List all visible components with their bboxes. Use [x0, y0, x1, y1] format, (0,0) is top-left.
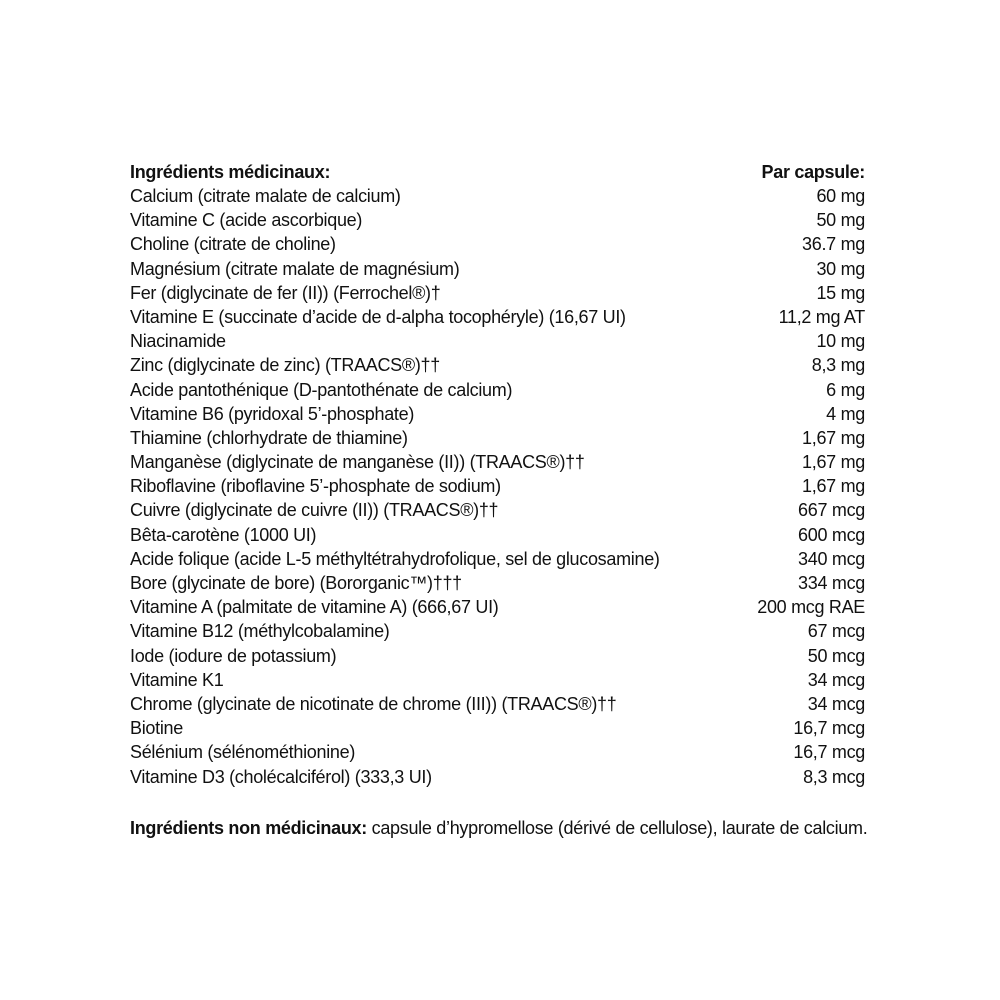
ingredient-row [130, 281, 865, 305]
ingredient-name: Acide pantothénique (D-pantothénate de calcium) [130, 379, 513, 400]
ingredient-amount: 667 mcg [798, 500, 865, 521]
ingredient-row [130, 668, 865, 692]
ingredient-amount: 10 mg [816, 331, 865, 352]
ingredient-name: Vitamine A (palmitate de vitamine A) (666,67 UI) [130, 597, 499, 618]
table-header [130, 160, 865, 184]
ingredient-name: Iode (iodure de potassium) [130, 645, 337, 666]
ingredient-row [130, 692, 865, 716]
ingredient-name: Vitamine E (succinate d’acide de d-alpha tocophéryle) (16,67 UI) [130, 306, 626, 327]
ingredient-name: Niacinamide [130, 331, 226, 352]
ingredient-row [130, 740, 865, 764]
ingredient-amount: 67 mcg [807, 621, 865, 642]
non-medicinal-label: Ingrédients non médicinaux: [130, 818, 367, 838]
ingredient-name: Bêta-carotène (1000 UI) [130, 524, 317, 545]
medicinal-ingredients-heading: Ingrédients médicinaux: [130, 162, 331, 182]
per-capsule-heading: Par capsule: [761, 162, 865, 182]
ingredient-name: Magnésium (citrate malate de magnésium) [130, 258, 460, 279]
ingredient-amount: 50 mcg [807, 645, 865, 666]
ingredient-amount: 15 mg [816, 282, 865, 303]
ingredient-row [130, 474, 865, 498]
ingredient-name: Chrome (glycinate de nicotinate de chrome (III)) (TRAACS®)†† [130, 693, 617, 714]
ingredient-name: Bore (glycinate de bore) (Bororganic™)††† [130, 573, 462, 593]
ingredient-amount: 340 mcg [798, 548, 865, 569]
ingredient-row [130, 644, 865, 668]
ingredient-name: Riboflavine (riboflavine 5’-phosphate de sodium) [130, 476, 501, 497]
ingredient-row [130, 426, 865, 450]
ingredient-row [130, 498, 865, 522]
ingredient-name: Zinc (diglycinate de zinc) (TRAACS®)†† [130, 355, 440, 376]
ingredient-row [130, 523, 865, 547]
ingredient-amount: 16,7 mcg [793, 742, 865, 763]
ingredient-name: Acide folique (acide L-5 méthyltétrahydrofolique, sel de glucosamine) [130, 548, 660, 569]
ingredient-row [130, 184, 865, 208]
ingredient-amount: 4 mg [826, 403, 865, 424]
ingredient-amount: 50 mg [816, 210, 865, 231]
ingredient-row [130, 765, 865, 789]
ingredient-row [130, 305, 865, 329]
ingredient-row [130, 450, 865, 474]
ingredient-name: Vitamine K1 [130, 669, 224, 690]
ingredient-amount: 6 mg [826, 379, 865, 400]
ingredient-amount: 60 mg [816, 186, 865, 206]
ingredient-name: Biotine [130, 718, 183, 739]
ingredient-name: Vitamine B6 (pyridoxal 5’-phosphate) [130, 403, 415, 424]
ingredient-amount: 1,67 mg [802, 452, 865, 473]
ingredient-name: Vitamine B12 (méthylcobalamine) [130, 621, 390, 642]
ingredient-amount: 30 mg [816, 258, 865, 279]
ingredient-name: Calcium (citrate malate de calcium) [130, 186, 401, 206]
supplement-facts-panel [130, 160, 865, 789]
ingredient-name: Vitamine D3 (cholécalciférol) (333,3 UI) [130, 766, 432, 787]
ingredient-row [130, 232, 865, 256]
ingredient-row [130, 378, 865, 402]
non-medicinal-text: capsule d’hypromellose (dérivé de cellulose), laurate de calcium. [366, 818, 868, 838]
ingredient-row [130, 571, 865, 595]
ingredient-amount: 8,3 mg [811, 355, 865, 376]
ingredient-amount: 11,2 mg AT [778, 306, 865, 327]
ingredient-name: Fer (diglycinate de fer (II)) (Ferrochel®)† [130, 282, 441, 303]
ingredient-name: Choline (citrate de choline) [130, 234, 336, 255]
ingredient-list [130, 184, 865, 789]
ingredient-amount: 1,67 mg [802, 427, 865, 448]
ingredient-row [130, 402, 865, 426]
ingredient-amount: 34 mcg [807, 693, 865, 714]
ingredient-amount: 16,7 mcg [793, 718, 865, 739]
ingredient-row [130, 547, 865, 571]
ingredient-row [130, 329, 865, 353]
ingredient-amount: 334 mcg [798, 573, 865, 593]
ingredient-row [130, 353, 865, 377]
ingredient-amount: 600 mcg [798, 524, 865, 545]
ingredient-name: Sélénium (sélénométhionine) [130, 742, 356, 763]
ingredient-row [130, 716, 865, 740]
ingredient-row [130, 595, 865, 619]
ingredient-row [130, 208, 865, 232]
ingredient-name: Cuivre (diglycinate de cuivre (II)) (TRAACS®)†† [130, 500, 499, 521]
ingredient-amount: 8,3 mcg [803, 766, 865, 787]
ingredient-amount: 34 mcg [807, 669, 865, 690]
ingredient-amount: 200 mcg RAE [757, 597, 865, 618]
ingredient-name: Thiamine (chlorhydrate de thiamine) [130, 427, 408, 448]
ingredient-row [130, 257, 865, 281]
non-medicinal-ingredients [130, 816, 890, 840]
ingredient-row [130, 619, 865, 643]
ingredient-amount: 36.7 mg [802, 234, 865, 255]
ingredient-name: Vitamine C (acide ascorbique) [130, 210, 363, 231]
ingredient-name: Manganèse (diglycinate de manganèse (II)) (TRAACS®)†† [130, 452, 585, 473]
ingredient-amount: 1,67 mg [802, 476, 865, 497]
